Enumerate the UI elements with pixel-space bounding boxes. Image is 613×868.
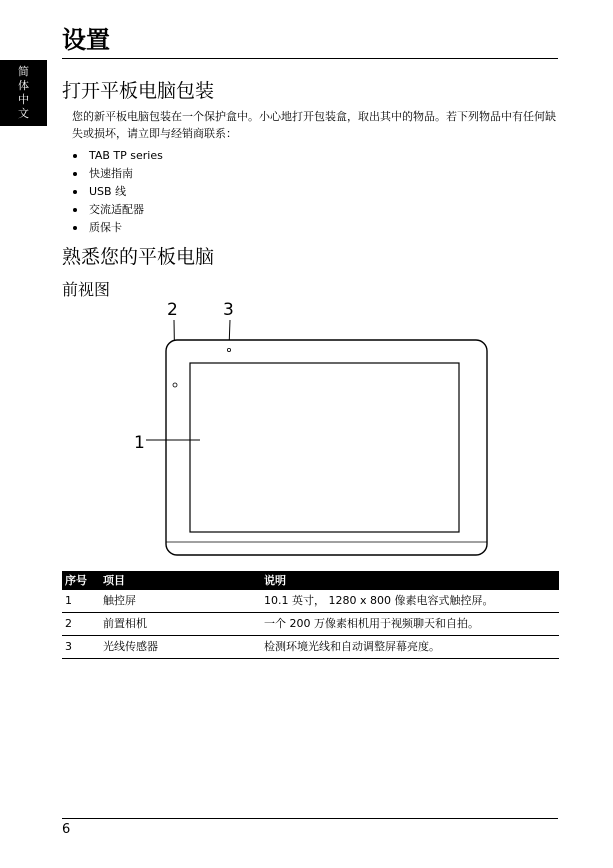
- row-description: 一个 200 万像素相机用于视频聊天和自拍。: [264, 617, 479, 630]
- language-tab-char: 中: [18, 93, 29, 106]
- callout-3: 3: [223, 300, 234, 320]
- unpack-heading: 打开平板电脑包装: [62, 80, 215, 102]
- language-tab-char: 简: [18, 65, 29, 78]
- list-item: USB 线: [72, 183, 163, 201]
- spec-table: [62, 571, 559, 659]
- row-item: 光线传感器: [103, 640, 158, 653]
- row-item: 触控屏: [103, 594, 136, 607]
- table-row: [62, 590, 559, 613]
- language-tab-char: 文: [18, 107, 29, 120]
- language-tab: [0, 60, 47, 126]
- callout-1: 1: [134, 433, 145, 453]
- footer-divider: [62, 818, 558, 819]
- title-divider: [62, 58, 558, 59]
- language-tab-char: 体: [18, 79, 29, 92]
- tablet-front-diagram: [0, 290, 613, 565]
- list-item: 质保卡: [72, 219, 163, 237]
- row-description: 检测环境光线和自动调整屏幕亮度。: [264, 640, 440, 653]
- unpack-paragraph: 您的新平板电脑包装在一个保护盒中。小心地打开包装盒，取出其中的物品。若下列物品中有任何缺失或损坏，请立即与经销商联系：: [72, 110, 556, 140]
- row-index: 3: [65, 640, 72, 653]
- tablet-screen: [190, 363, 459, 532]
- table-row: [62, 636, 559, 659]
- header-item: 项目: [103, 574, 125, 587]
- list-item: 交流适配器: [72, 201, 163, 219]
- callout-2: 2: [167, 300, 178, 320]
- package-contents-list: [72, 147, 163, 237]
- front-view-heading: 前视图: [62, 280, 111, 299]
- table-header: [62, 571, 559, 590]
- row-index: 1: [65, 594, 72, 607]
- header-description: 说明: [264, 574, 286, 587]
- row-item: 前置相机: [103, 617, 147, 630]
- header-index: 序号: [65, 574, 87, 587]
- know-tablet-heading: 熟悉您的平板电脑: [62, 246, 215, 268]
- row-index: 2: [65, 617, 72, 630]
- row-description: 10.1 英寸， 1280 x 800 像素电容式触控屏。: [264, 594, 494, 607]
- list-item: TAB TP series: [72, 147, 163, 165]
- page-title: 设置: [62, 26, 110, 54]
- list-item: 快速指南: [72, 165, 163, 183]
- page-number: 6: [62, 822, 71, 837]
- table-row: [62, 613, 559, 636]
